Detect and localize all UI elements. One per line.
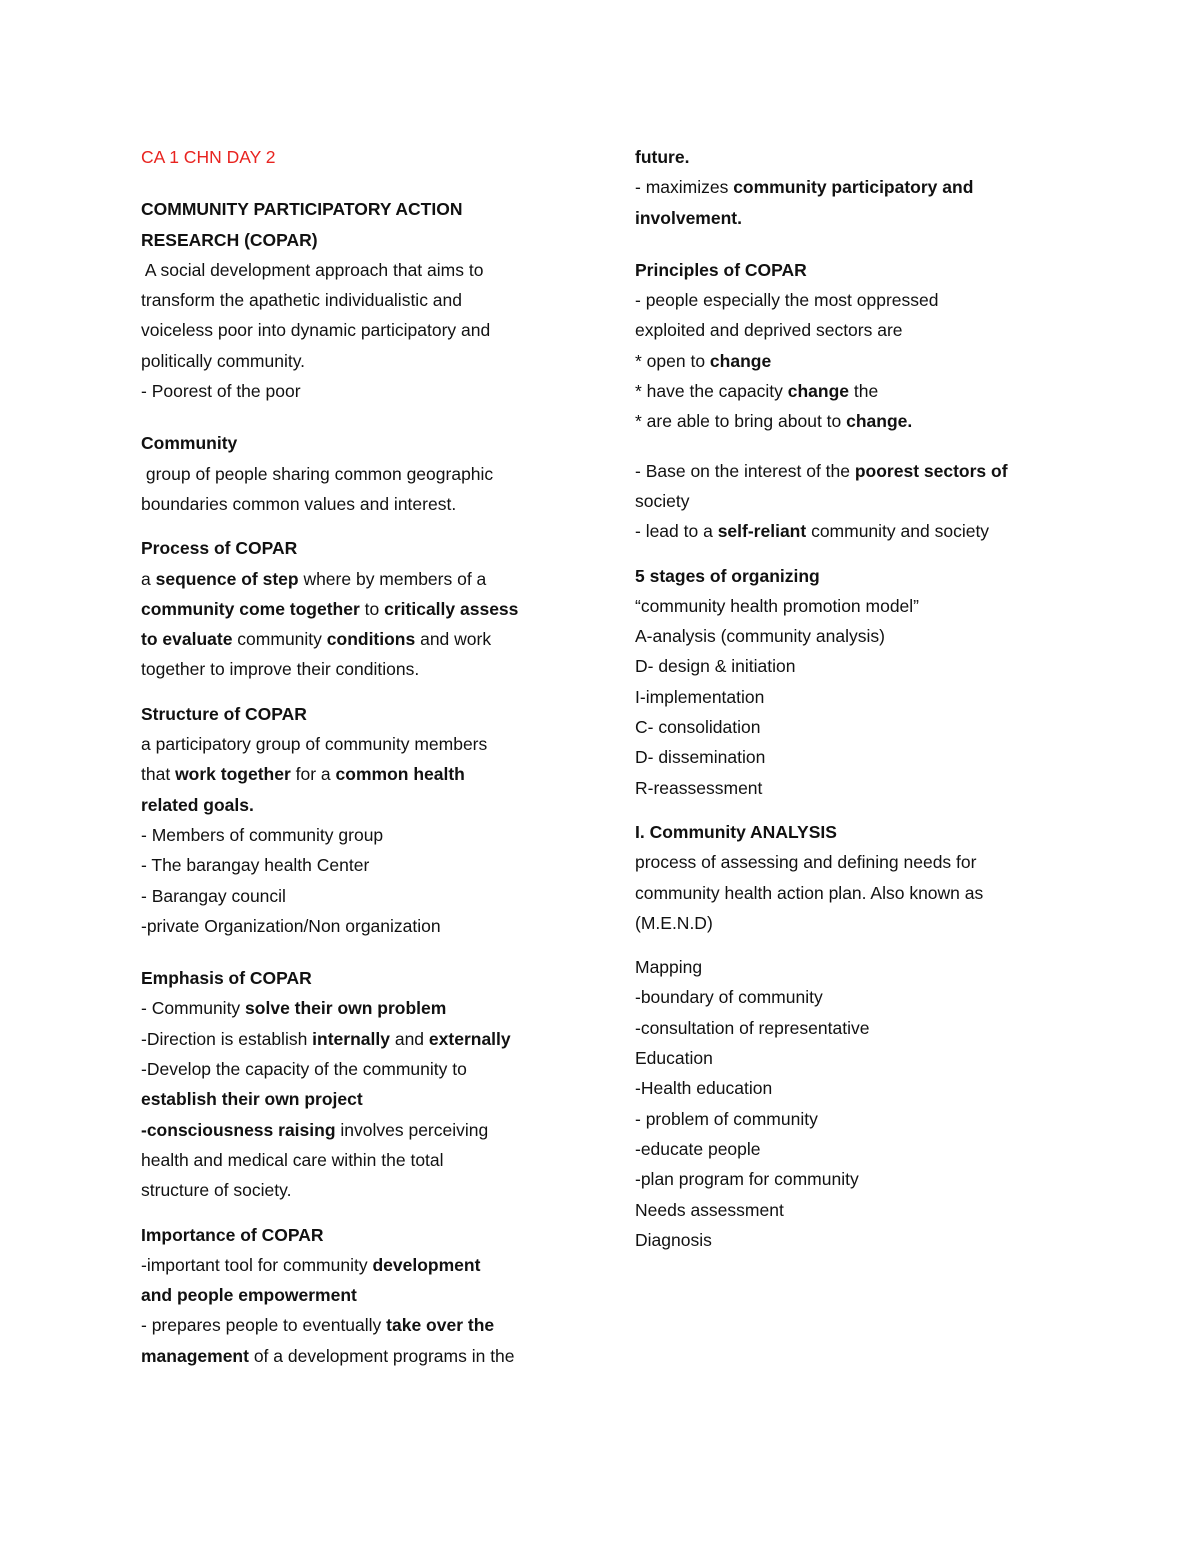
structure-line: related goals.: [141, 794, 254, 815]
mapping-item: -consultation of representative: [635, 1017, 870, 1038]
stages-heading: 5 stages of organizing: [635, 565, 820, 586]
copar-definition-line: transform the apathetic individualistic and: [141, 290, 463, 311]
importance-line: and people empowerment: [141, 1285, 357, 1306]
principles-line: - people especially the most oppressed: [635, 290, 939, 311]
base-line: society: [635, 490, 690, 511]
structure-list-item: - Members of community group: [141, 824, 384, 845]
community-definition-line: group of people sharing common geographic: [141, 463, 494, 484]
diagnosis: Diagnosis: [635, 1229, 712, 1250]
importance-line: management of a development programs in the: [141, 1345, 515, 1366]
copar-heading-line-1: COMMUNITY PARTICIPATORY ACTION: [141, 199, 463, 220]
copar-definition-line: - Poorest of the poor: [141, 381, 301, 402]
process-line: community come together to critically assess: [141, 598, 519, 619]
importance-heading: Importance of COPAR: [141, 1224, 324, 1245]
stages-item: C- consolidation: [635, 717, 761, 738]
emphasis-line: establish their own project: [141, 1089, 363, 1110]
left-column: [141, 142, 581, 1371]
mapping-heading: Mapping: [635, 957, 703, 978]
copar-heading-line-2: RESEARCH (COPAR): [141, 229, 318, 250]
education-item: - problem of community: [635, 1108, 818, 1129]
structure-list-item: -private Organization/Non organization: [141, 915, 441, 936]
stages-item: R-reassessment: [635, 777, 763, 798]
community-definition-line: boundaries common values and interest.: [141, 493, 457, 514]
base-line: - lead to a self-reliant community and society: [635, 521, 990, 542]
stages-line: “community health promotion model”: [635, 595, 920, 616]
emphasis-line: -consciousness raising involves perceiving: [141, 1119, 489, 1140]
importance-line: - prepares people to eventually take over the: [141, 1315, 495, 1336]
structure-list-item: - Barangay council: [141, 885, 286, 906]
education-item: -Health education: [635, 1078, 773, 1099]
emphasis-line: -Direction is establish internally and externally: [141, 1028, 511, 1049]
emphasis-line: structure of society.: [141, 1180, 292, 1201]
maximizes-line: - maximizes community participatory and: [635, 177, 974, 198]
education-heading: Education: [635, 1048, 713, 1069]
principles-bullet: * open to change: [635, 350, 772, 371]
needs-assessment: Needs assessment: [635, 1199, 784, 1220]
principles-bullet: * have the capacity change the: [635, 381, 879, 402]
process-heading: Process of COPAR: [141, 538, 298, 559]
right-column: [635, 142, 1075, 1255]
process-line: a sequence of step where by members of a: [141, 568, 487, 589]
copar-definition-line: voiceless poor into dynamic participatory and: [141, 320, 491, 341]
base-line: - Base on the interest of the poorest sectors of: [635, 460, 1008, 481]
stages-item: I-implementation: [635, 686, 765, 707]
principles-line: exploited and deprived sectors are: [635, 320, 903, 341]
analysis-line: (M.E.N.D): [635, 912, 713, 933]
principles-heading: Principles of COPAR: [635, 259, 807, 280]
education-item: -plan program for community: [635, 1169, 859, 1190]
copar-definition-line: politically community.: [141, 350, 306, 371]
principles-bullet: * are able to bring about to change.: [635, 411, 913, 432]
process-line: to evaluate community conditions and work: [141, 629, 492, 650]
mapping-item: -boundary of community: [635, 987, 823, 1008]
education-item: -educate people: [635, 1138, 761, 1159]
analysis-line: community health action plan. Also known as: [635, 882, 984, 903]
stages-item: A-analysis (community analysis): [635, 626, 885, 647]
maximizes-line: involvement.: [635, 207, 742, 228]
structure-line: a participatory group of community members: [141, 734, 488, 755]
emphasis-line: - Community solve their own problem: [141, 998, 447, 1019]
future-line: future.: [635, 147, 690, 167]
stages-item: D- design & initiation: [635, 656, 796, 677]
structure-line: that work together for a common health: [141, 764, 465, 785]
structure-list-item: - The barangay health Center: [141, 855, 370, 876]
stages-item: D- dissemination: [635, 747, 766, 768]
process-line: together to improve their conditions.: [141, 659, 420, 680]
emphasis-line: health and medical care within the total: [141, 1149, 444, 1170]
emphasis-heading: Emphasis of COPAR: [141, 968, 312, 989]
community-heading: Community: [141, 433, 238, 454]
copar-definition-line: A social development approach that aims to: [141, 259, 484, 280]
document-title: CA 1 CHN DAY 2: [141, 147, 276, 167]
analysis-line: process of assessing and defining needs for: [635, 852, 977, 873]
emphasis-line: -Develop the capacity of the community to: [141, 1059, 467, 1080]
structure-heading: Structure of COPAR: [141, 703, 307, 724]
analysis-heading: I. Community ANALYSIS: [635, 821, 837, 842]
importance-line: -important tool for community development: [141, 1254, 481, 1275]
